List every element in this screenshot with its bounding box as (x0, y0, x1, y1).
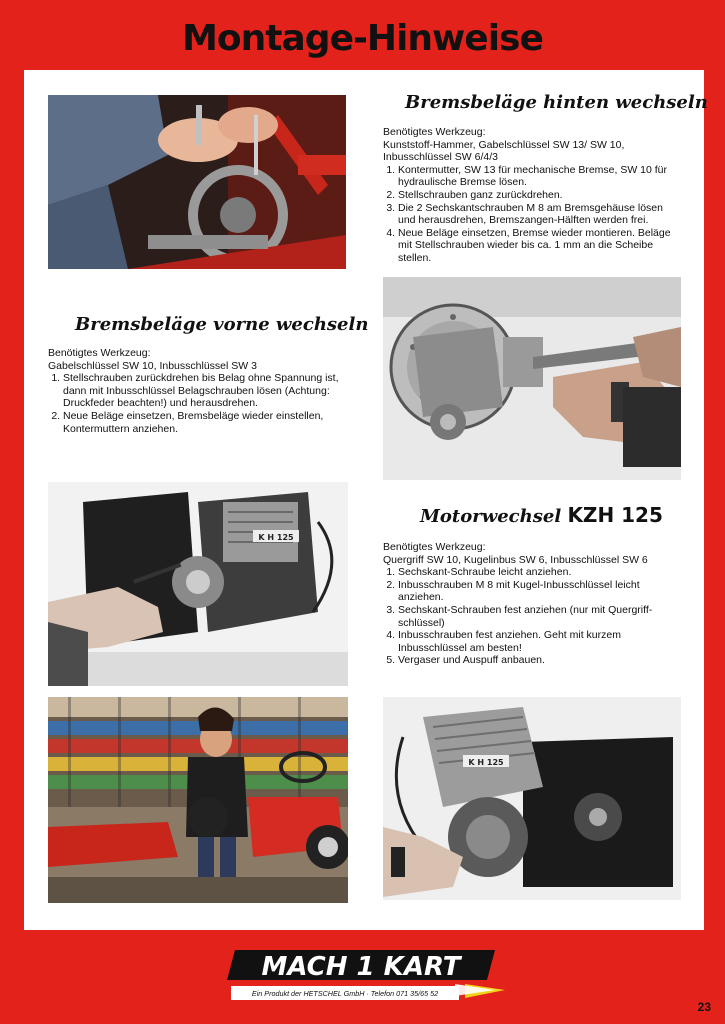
engine-change-tools-label: Benötigtes Werkzeug: (383, 541, 486, 553)
front-brake-instructions (48, 347, 346, 435)
rear-brake-tools: Kunststoff-Hammer, Gabelschlüssel SW 13/ SW 10, Inbusschlüssel SW 6/4/3 (383, 138, 625, 164)
photo-brake-caliper (383, 277, 681, 480)
brand-name: MACH 1 KART (261, 952, 461, 982)
engine-change-step: 2. Inbusschrauben M 8 mit Kugel-Inbusschlüssel leicht anziehen. (398, 579, 683, 604)
engine-change-step: 3. Sechskant-Schrauben fest anziehen (nur mit Quergriff-schlüssel) (398, 604, 683, 629)
photo-hands-tools (48, 95, 346, 269)
brand-tagline: Ein Produkt der HETSCHEL GmbH · Telefon 071 35/65 52 (251, 989, 439, 998)
heading-engine-change-model: KZH 125 (567, 503, 663, 527)
engine-change-step: 5. Vergaser und Auspuff anbauen. (398, 654, 683, 667)
rear-brake-tools-label: Benötigtes Werkzeug: (383, 126, 486, 138)
photo-workshop (48, 697, 348, 903)
rear-brake-step: 3. Die 2 Sechskantschrauben M 8 am Bremsgehäuse lösen und herausdrehen, Bremszangen-Hälften werden frei. (398, 202, 681, 227)
heading-engine-change-script: Motorwechsel (420, 506, 562, 527)
engine-change-instructions (383, 541, 683, 667)
rear-brake-step: 4. Neue Beläge einsetzen, Bremse wieder montieren. Beläge mit Stellschrauben wieder bis ca. 1 mm an die Scheibe stellen. (398, 227, 681, 265)
front-brake-tools: Gabelschlüssel SW 10, Inbusschlüssel SW 3 (48, 359, 257, 372)
front-brake-step: 2. Neue Beläge einsetzen, Bremsbeläge wieder einstellen, Kontermuttern anziehen. (63, 410, 346, 435)
heading-rear-brake: Bremsbeläge hinten wechseln (405, 92, 708, 113)
photo-engine-unit (383, 697, 681, 900)
heading-front-brake: Bremsbeläge vorne wechseln (75, 314, 369, 335)
page-number: 23 (697, 1000, 711, 1014)
front-brake-tools-label: Benötigtes Werkzeug: (48, 347, 151, 359)
front-brake-step: 1. Stellschrauben zurückdrehen bis Belag ohne Spannung ist, dann mit Inbusschlüssel Belagschrauben lösen (Achtung: Druckfeder beachten!) und herausdrehen. (63, 372, 346, 410)
engine-change-step: 1. Sechskant-Schraube leicht anziehen. (398, 566, 683, 579)
photo-engine-mounting (48, 482, 348, 686)
rear-brake-step: 1. Kontermutter, SW 13 für mechanische Bremse, SW 10 für hydraulische Bremse lösen. (398, 164, 681, 189)
engine-label-2: K H 125 (468, 758, 504, 767)
engine-change-step: 4. Inbusschrauben fest anziehen. Geht mit kurzem Inbusschlüssel am besten! (398, 629, 683, 654)
brand-logo (225, 942, 505, 1012)
engine-change-tools: Quergriff SW 10, Kugelinbus SW 6, Inbusschlüssel SW 6 (383, 553, 648, 566)
rear-brake-step: 2. Stellschrauben ganz zurückdrehen. (398, 189, 681, 202)
page-title: Montage-Hinweise (182, 18, 543, 59)
rear-brake-instructions (383, 126, 681, 265)
heading-engine-change (420, 503, 663, 527)
engine-label-1: K H 125 (258, 533, 294, 542)
